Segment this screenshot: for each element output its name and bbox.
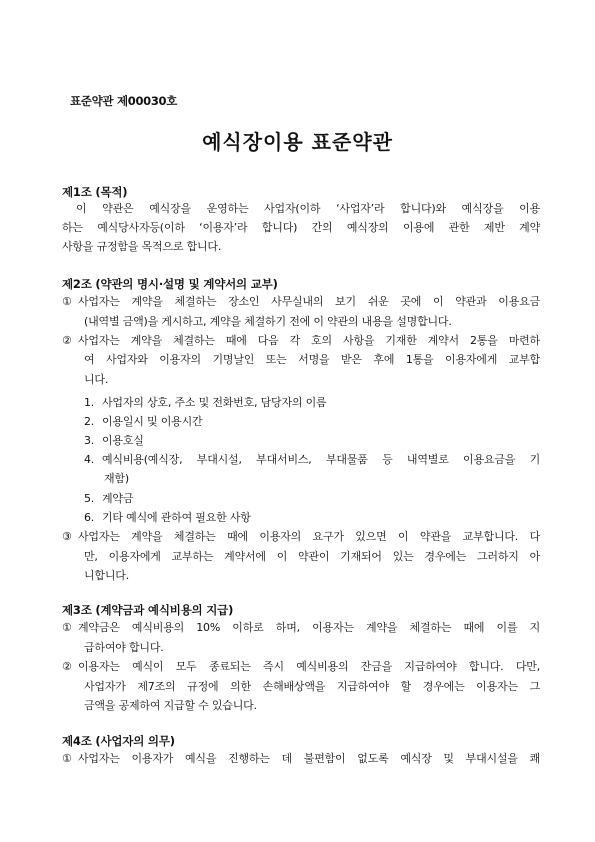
article-2-p2-line: 여 사업자와 이용자의 기명날인 또는 서명을 받은 후에 1통을 이용자에게 교부합 <box>84 353 540 366</box>
article-2-heading: 제2조 (약관의 명시·설명 및 계약서의 교부) <box>62 277 278 291</box>
paragraph-mark: ② <box>62 660 72 673</box>
article-1-heading: 제1조 (목적) <box>62 185 128 199</box>
article-1-line: 사항을 규정함을 목적으로 합니다. <box>62 240 222 253</box>
list-item-number: 6. <box>84 511 95 524</box>
list-item: 이용호실 <box>102 434 144 447</box>
article-2-p1-line: 사업자는 계약을 체결하는 장소인 사무실내의 보기 쉬운 곳에 이 약관과 이용요금 <box>78 295 540 308</box>
article-2-p2-line: 니다. <box>84 373 109 386</box>
article-2-p1-line: (내역별 금액)을 게시하고, 계약을 체결하기 전에 이 약관의 내용을 설명합니다. <box>84 315 452 328</box>
article-2-p3-line: 니합니다. <box>84 569 130 582</box>
article-1-line: 이 약관은 예식장을 운영하는 사업자(이하 ‘사업자’라 합니다)와 예식장을 이용 <box>76 202 540 215</box>
article-2-p2-line: 사업자는 계약을 체결하는 때에 다음 각 호의 사항을 기재한 계약서 2통을 마련하 <box>78 334 540 347</box>
list-item: 예식비용(예식장, 부대시설, 부대서비스, 부대물품 등 내역별로 이용요금을 기 <box>102 453 540 466</box>
article-1-line: 하는 예식당사자등(이하 ‘이용자’라 합니다) 간의 예식장의 이용에 관한 제반 계약 <box>62 221 540 234</box>
article-3-p1-line: 급하여야 합니다. <box>84 641 164 654</box>
list-item: 사업자의 상호, 주소 및 전화번호, 담당자의 이름 <box>102 396 327 409</box>
document-title: 예식장이용 표준약관 <box>202 130 393 154</box>
article-3-p1-line: 계약금은 예식비용의 10% 이하로 하며, 이용자는 계약을 체결하는 때에 이를 지 <box>78 621 540 634</box>
list-item-number: 4. <box>84 453 95 466</box>
paragraph-mark: ③ <box>62 530 72 543</box>
paragraph-mark: ② <box>62 334 72 347</box>
article-3-p2-line: 금액을 공제하여 지급할 수 있습니다. <box>84 699 257 712</box>
article-4-p1-line: 사업자는 이용자가 예식을 진행하는 데 불편함이 없도록 예식장 및 부대시설을 쾌 <box>78 752 540 765</box>
list-item: 이용일시 및 이용시간 <box>102 415 203 428</box>
list-item-continuation: 재함) <box>104 472 129 485</box>
list-item: 계약금 <box>102 492 134 505</box>
paragraph-mark: ① <box>62 752 72 765</box>
paragraph-mark: ① <box>62 621 72 634</box>
article-2-p3-line: 만, 이용자에게 교부하는 계약서에 이 약관이 기재되어 있는 경우에는 그러하지 아 <box>84 550 540 563</box>
standard-number: 표준약관 제00030호 <box>70 94 178 108</box>
list-item: 기타 예식에 관하여 필요한 사항 <box>102 511 251 524</box>
list-item-number: 2. <box>84 415 95 428</box>
article-2-p3-line: 사업자는 계약을 체결하는 때에 이용자의 요구가 있으면 이 약관을 교부합니다. 다 <box>78 530 540 543</box>
list-item-number: 5. <box>84 492 95 505</box>
article-3-p2-line: 사업자가 제7조의 규정에 의한 손해배상액을 지급하여야 할 경우에는 이용자는 그 <box>84 680 540 693</box>
list-item-number: 1. <box>84 396 95 409</box>
list-item-number: 3. <box>84 434 95 447</box>
article-4-heading: 제4조 (사업자의 의무) <box>62 734 175 748</box>
article-3-p2-line: 이용자는 예식이 모두 종료되는 즉시 예식비용의 잔금을 지급하여야 합니다. 다만, <box>78 660 540 673</box>
paragraph-mark: ① <box>62 295 72 308</box>
article-3-heading: 제3조 (계약금과 예식비용의 지급) <box>62 603 234 617</box>
